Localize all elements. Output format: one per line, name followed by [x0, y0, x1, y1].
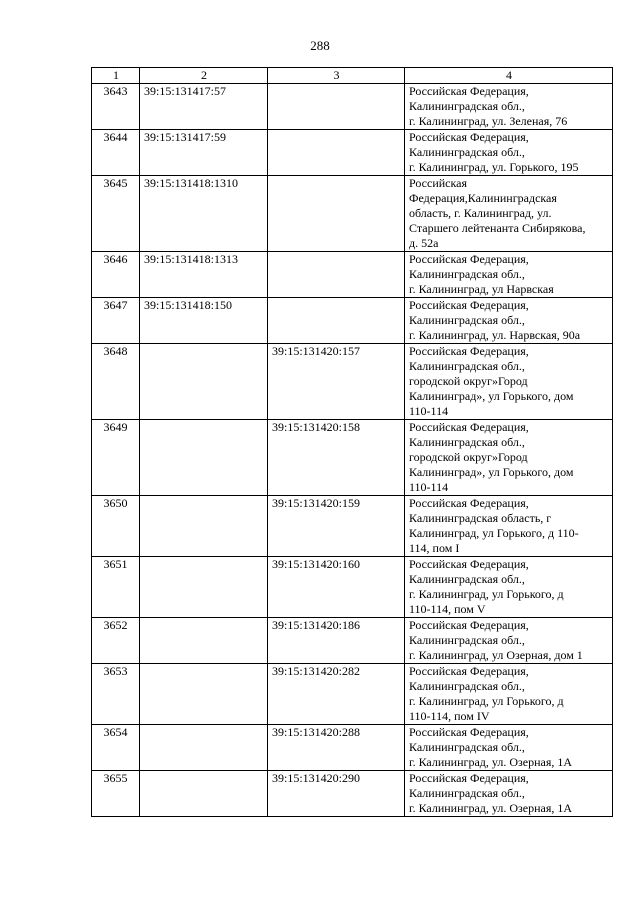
address-line: Калининградская обл.,: [409, 786, 525, 800]
address-line: Калининградская обл.,: [409, 145, 525, 159]
record-number-cell: 3653: [92, 664, 140, 725]
address-line: Калининградская обл.,: [409, 740, 525, 754]
address-line: Российская Федерация,: [409, 252, 529, 266]
address-line: Калининградская обл.,: [409, 435, 525, 449]
address-cell: [405, 298, 613, 344]
address-cell: [405, 420, 613, 496]
address-line: Российская Федерация,: [409, 771, 529, 785]
address-line: Российская Федерация,: [409, 130, 529, 144]
address-line: Федерация,Калининградская: [409, 191, 557, 205]
address-line: г. Калининград, ул. Озерная, 1А: [409, 755, 573, 769]
record-number-cell: 3648: [92, 344, 140, 420]
address-line: 110-114, пом V: [409, 602, 486, 616]
table-row: [92, 344, 613, 420]
cadastral-number-cell: [268, 84, 405, 130]
address-line: Калининградская обл.,: [409, 99, 525, 113]
table-row: [92, 420, 613, 496]
cadastral-number-cell: [140, 420, 268, 496]
address-line: Российская Федерация,: [409, 420, 529, 434]
address-cell: [405, 176, 613, 252]
table-row: [92, 252, 613, 298]
address-cell: [405, 725, 613, 771]
table-row: [92, 664, 613, 725]
column-header: 2: [140, 68, 268, 84]
cadastral-number-cell: [140, 771, 268, 817]
cadastral-number-cell: [140, 344, 268, 420]
table-row: [92, 298, 613, 344]
record-number-cell: 3644: [92, 130, 140, 176]
record-number-cell: 3646: [92, 252, 140, 298]
column-header: 4: [405, 68, 613, 84]
table-row: [92, 725, 613, 771]
address-line: г. Калининград, ул. Зеленая, 76: [409, 114, 568, 128]
page-number: 288: [310, 38, 330, 53]
address-line: г. Калининград, ул Горького, д: [409, 694, 564, 708]
address-line: Российская Федерация,: [409, 664, 529, 678]
address-line: Российская Федерация,: [409, 84, 529, 98]
record-number-cell: 3647: [92, 298, 140, 344]
table-body: [92, 84, 613, 817]
record-number-cell: 3655: [92, 771, 140, 817]
address-line: Старшего лейтенанта Сибирякова,: [409, 221, 586, 235]
cadastral-number-cell: [140, 557, 268, 618]
cadastral-number-cell: [268, 176, 405, 252]
record-number-cell: 3645: [92, 176, 140, 252]
cadastral-number-cell: [140, 725, 268, 771]
address-line: Российская Федерация,: [409, 618, 529, 632]
table-row: [92, 130, 613, 176]
address-line: Калининградская область, г: [409, 511, 552, 525]
table-row: [92, 176, 613, 252]
address-cell: [405, 557, 613, 618]
cadastral-number-cell: 39:15:131420:290: [268, 771, 405, 817]
cadastral-number-cell: 39:15:131418:150: [140, 298, 268, 344]
address-line: область, г. Калининград, ул.: [409, 206, 552, 220]
address-cell: [405, 771, 613, 817]
address-line: г. Калининград, ул Горького, д: [409, 587, 564, 601]
cadastral-number-cell: 39:15:131420:282: [268, 664, 405, 725]
cadastral-number-cell: 39:15:131420:159: [268, 496, 405, 557]
table-row: [92, 557, 613, 618]
address-line: г. Калининград, ул. Озерная, 1А: [409, 801, 573, 815]
address-line: г. Калининград, ул. Нарвская, 90а: [409, 328, 581, 342]
cadastral-number-cell: 39:15:131420:288: [268, 725, 405, 771]
cadastral-number-cell: [140, 496, 268, 557]
address-line: г. Калининград, ул Озерная, дом 1: [409, 648, 583, 662]
address-line: Калининград», ул Горького, дом: [409, 389, 574, 403]
cadastral-number-cell: [140, 664, 268, 725]
cadastral-number-cell: 39:15:131420:186: [268, 618, 405, 664]
address-cell: [405, 252, 613, 298]
table-row: [92, 771, 613, 817]
address-line: г. Калининград, ул Нарвская: [409, 282, 554, 296]
cadastral-number-cell: 39:15:131417:59: [140, 130, 268, 176]
cadastral-number-cell: [268, 252, 405, 298]
table-row: [92, 618, 613, 664]
address-line: Калининград, ул Горького, д 110-: [409, 526, 579, 540]
record-number-cell: 3652: [92, 618, 140, 664]
table-header-row: [92, 68, 613, 84]
address-line: 110-114, пом IV: [409, 709, 490, 723]
address-cell: [405, 618, 613, 664]
address-line: д. 52а: [409, 236, 439, 250]
address-line: Калининградская обл.,: [409, 359, 525, 373]
record-number-cell: 3643: [92, 84, 140, 130]
address-line: Калининградская обл.,: [409, 633, 525, 647]
table-row: [92, 84, 613, 130]
address-cell: [405, 130, 613, 176]
address-line: Калининградская обл.,: [409, 267, 525, 281]
address-line: Российская: [409, 176, 467, 190]
record-number-cell: 3650: [92, 496, 140, 557]
cadastral-number-cell: 39:15:131420:157: [268, 344, 405, 420]
address-line: г. Калининград, ул. Горького, 195: [409, 160, 579, 174]
address-line: Российская Федерация,: [409, 557, 529, 571]
address-line: Калининградская обл.,: [409, 572, 525, 586]
address-cell: [405, 496, 613, 557]
record-number-cell: 3654: [92, 725, 140, 771]
address-line: Калининградская обл.,: [409, 313, 525, 327]
cadastral-number-cell: 39:15:131417:57: [140, 84, 268, 130]
cadastral-number-cell: 39:15:131418:1313: [140, 252, 268, 298]
cadastral-number-cell: [268, 130, 405, 176]
address-line: Российская Федерация,: [409, 344, 529, 358]
cadastral-number-cell: [268, 298, 405, 344]
address-cell: [405, 344, 613, 420]
register-table: [91, 67, 613, 817]
cadastral-number-cell: [140, 618, 268, 664]
address-line: Российская Федерация,: [409, 725, 529, 739]
address-line: Калининград», ул Горького, дом: [409, 465, 574, 479]
cadastral-number-cell: 39:15:131420:160: [268, 557, 405, 618]
table-row: [92, 496, 613, 557]
column-header: 3: [268, 68, 405, 84]
record-number-cell: 3649: [92, 420, 140, 496]
address-line: Российская Федерация,: [409, 496, 529, 510]
address-line: 110-114: [409, 480, 449, 494]
record-number-cell: 3651: [92, 557, 140, 618]
cadastral-number-cell: 39:15:131420:158: [268, 420, 405, 496]
address-line: Российская Федерация,: [409, 298, 529, 312]
address-cell: [405, 84, 613, 130]
address-line: городской округ»Город: [409, 450, 528, 464]
address-line: 110-114: [409, 404, 449, 418]
address-line: Калининградская обл.,: [409, 679, 525, 693]
address-cell: [405, 664, 613, 725]
column-header: 1: [92, 68, 140, 84]
address-line: 114, пом I: [409, 541, 460, 555]
address-line: городской округ»Город: [409, 374, 528, 388]
cadastral-number-cell: 39:15:131418:1310: [140, 176, 268, 252]
